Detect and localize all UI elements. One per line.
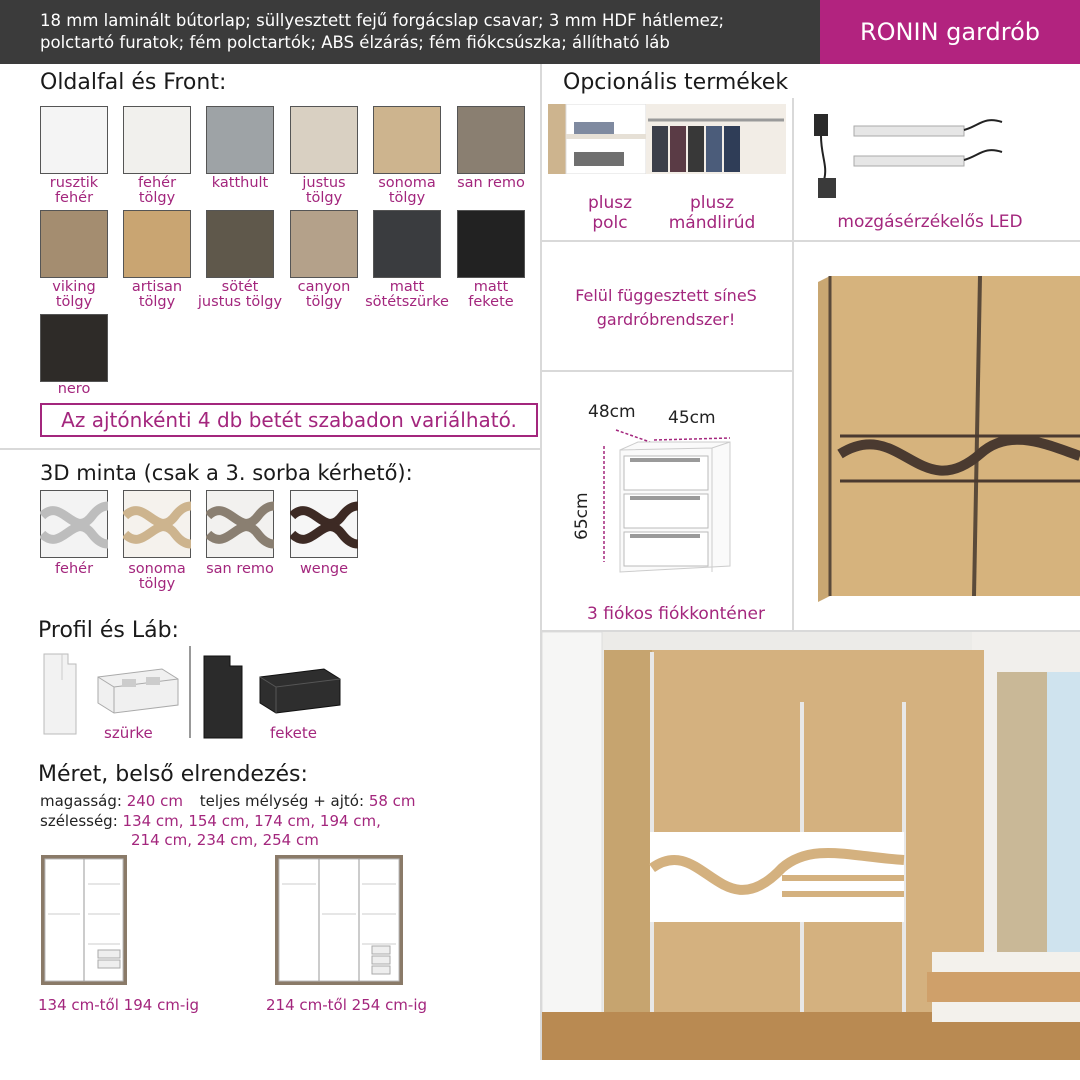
shelf-label-2: polc xyxy=(592,213,628,233)
rail-label xyxy=(550,284,782,332)
front-swatch-label xyxy=(112,176,202,206)
specs-text xyxy=(40,10,800,54)
height-label: magasság: xyxy=(40,792,122,810)
rod-label-1: plusz xyxy=(689,193,735,213)
profile-divider xyxy=(189,646,191,738)
depth-value: 58 cm xyxy=(368,792,416,810)
shelf-label-1: plusz xyxy=(587,193,633,213)
rod-label-2: mándlirúd xyxy=(668,213,756,233)
front-swatch-label-2: fehér xyxy=(54,190,94,206)
front-swatch-label xyxy=(29,176,119,206)
front-swatch-label-2: tölgy xyxy=(55,294,93,310)
divider-right-v2 xyxy=(792,240,794,630)
front-swatch-label xyxy=(195,176,285,191)
drawer-depth-unit: cm xyxy=(609,402,636,422)
front-swatch-label xyxy=(446,280,536,310)
front-swatch xyxy=(457,210,525,278)
depth-label: teljes mélység + ajtó: xyxy=(199,792,365,810)
divider-optional-v1 xyxy=(792,98,794,241)
front-swatch-label-2: tölgy xyxy=(388,190,426,206)
divider-left-1 xyxy=(0,448,540,450)
pattern-heading: 3D minta (csak a 3. sorba kérhető): xyxy=(40,461,413,485)
drawer-height-unit: cm xyxy=(572,492,592,519)
front-swatch xyxy=(373,106,441,174)
drawer-width-value: 45 xyxy=(668,408,690,428)
black-leg-image xyxy=(258,665,342,715)
front-swatch-label-1: fehér xyxy=(137,175,177,191)
front-swatch-label-1: viking xyxy=(52,279,96,295)
room-scene-image xyxy=(542,632,1080,1060)
front-swatch-label xyxy=(446,176,536,191)
front-swatch xyxy=(206,210,274,278)
specs-line-1: 18 mm laminált bútorlap; süllyesztett fejű forgácslap csavar; 3 mm HDF hátlemez; xyxy=(40,11,725,30)
width-values-2: 214 cm, 234 cm, 254 cm xyxy=(131,831,319,849)
front-swatch-label-1: rusztik xyxy=(49,175,99,191)
front-swatch-label-1: san remo xyxy=(457,175,525,191)
pattern-label-1: wenge xyxy=(299,561,349,577)
pattern-swatch-label xyxy=(195,562,285,577)
shelf-rod-image xyxy=(548,104,786,174)
front-swatch xyxy=(206,106,274,174)
pattern-swatch-label xyxy=(112,562,202,592)
drawer-width-unit: cm xyxy=(689,408,716,428)
front-swatch-label-1: matt xyxy=(473,279,509,295)
shelf-label xyxy=(570,193,650,233)
drawer-label: 3 fiókos fiókkonténer xyxy=(587,604,765,624)
led-image xyxy=(804,106,1014,202)
pattern-label-1: san remo xyxy=(206,561,274,577)
front-swatch xyxy=(373,210,441,278)
black-profile-image xyxy=(202,652,246,740)
front-swatch-label-2: tölgy xyxy=(138,294,176,310)
profile-black-label: fekete xyxy=(270,724,317,742)
led-label: mozgásérzékelős LED xyxy=(837,212,1023,232)
front-swatch-label-2: justus tölgy xyxy=(197,294,283,310)
optional-heading: Opcionális termékek xyxy=(563,70,789,95)
front-swatch xyxy=(290,210,358,278)
front-swatch-label-2: tölgy xyxy=(138,190,176,206)
pattern-swatch xyxy=(206,490,274,558)
pattern-swatch xyxy=(123,490,191,558)
rail-label-2: gardróbrendszer! xyxy=(596,310,736,329)
specs-line-2: polctartó furatok; fém polctartók; ABS élzárás; fém fiókcsúszka; állítható láb xyxy=(40,33,670,52)
front-swatch xyxy=(123,106,191,174)
front-swatch xyxy=(40,210,108,278)
pattern-swatch xyxy=(290,490,358,558)
front-swatch-label-1: sonoma xyxy=(378,175,436,191)
range-small-label: 134 cm-től 194 cm-ig xyxy=(38,996,200,1014)
front-swatch-label xyxy=(29,382,119,397)
range-large-label: 214 cm-től 254 cm-ig xyxy=(266,996,428,1014)
front-swatch-label-1: canyon xyxy=(297,279,351,295)
size-width-row xyxy=(40,812,381,831)
wardrobe-detail-image xyxy=(810,276,1080,606)
size-heading: Méret, belső elrendezés: xyxy=(38,762,308,787)
pattern-swatch-label xyxy=(279,562,369,577)
drawer-container-image xyxy=(590,412,740,582)
front-swatch-label-1: matt xyxy=(389,279,425,295)
drawer-height-dim xyxy=(572,492,592,540)
drawer-depth-value: 48 xyxy=(588,402,610,422)
front-swatch-label-2: sötétszürke xyxy=(365,294,449,310)
front-swatch xyxy=(40,314,108,382)
rod-label xyxy=(660,193,764,233)
product-title: RONIN gardrób xyxy=(820,0,1080,64)
pattern-swatch-label xyxy=(29,562,119,577)
divider-right-1 xyxy=(542,240,1080,242)
insert-note: Az ajtónkénti 4 db betét szabadon variálható. xyxy=(40,403,538,437)
front-heading: Oldalfal és Front: xyxy=(40,70,227,95)
front-swatch-label-1: justus xyxy=(302,175,346,191)
front-swatch-label xyxy=(112,280,202,310)
front-swatch-label xyxy=(362,280,452,310)
pattern-label-1: fehér xyxy=(54,561,94,577)
size-height-row xyxy=(40,792,416,811)
front-swatch xyxy=(457,106,525,174)
width-label: szélesség: xyxy=(40,812,118,830)
front-swatch-label-1: katthult xyxy=(211,175,269,191)
divider-right-2 xyxy=(542,370,792,372)
front-swatch-label-2: tölgy xyxy=(305,190,343,206)
rail-label-1: Felül függesztett síneS xyxy=(575,286,757,305)
front-swatch-label xyxy=(279,280,369,310)
front-swatch-label xyxy=(362,176,452,206)
profile-heading: Profil és Láb: xyxy=(38,618,179,643)
front-swatch-label-1: nero xyxy=(57,381,91,397)
front-swatch-label-1: artisan xyxy=(131,279,183,295)
grey-profile-image xyxy=(40,650,80,738)
pattern-swatch xyxy=(40,490,108,558)
pattern-label-1: sonoma xyxy=(128,561,186,577)
wardrobe-small-image xyxy=(40,854,130,988)
front-swatch-label xyxy=(195,280,285,310)
drawer-height-value: 65 xyxy=(572,518,592,540)
front-swatch-label xyxy=(279,176,369,206)
front-swatch xyxy=(290,106,358,174)
front-swatch-label-1: sötét xyxy=(221,279,259,295)
front-swatch xyxy=(123,210,191,278)
width-values-1: 134 cm, 154 cm, 174 cm, 194 cm, xyxy=(122,812,381,830)
profile-grey-label: szürke xyxy=(104,724,153,742)
front-swatch-label-2: fekete xyxy=(468,294,514,310)
height-value: 240 cm xyxy=(126,792,183,810)
grey-leg-image xyxy=(96,665,180,715)
front-swatch xyxy=(40,106,108,174)
front-swatch-label-2: tölgy xyxy=(305,294,343,310)
front-swatch-label xyxy=(29,280,119,310)
pattern-label-2: tölgy xyxy=(138,576,176,592)
wardrobe-large-image xyxy=(274,854,406,988)
